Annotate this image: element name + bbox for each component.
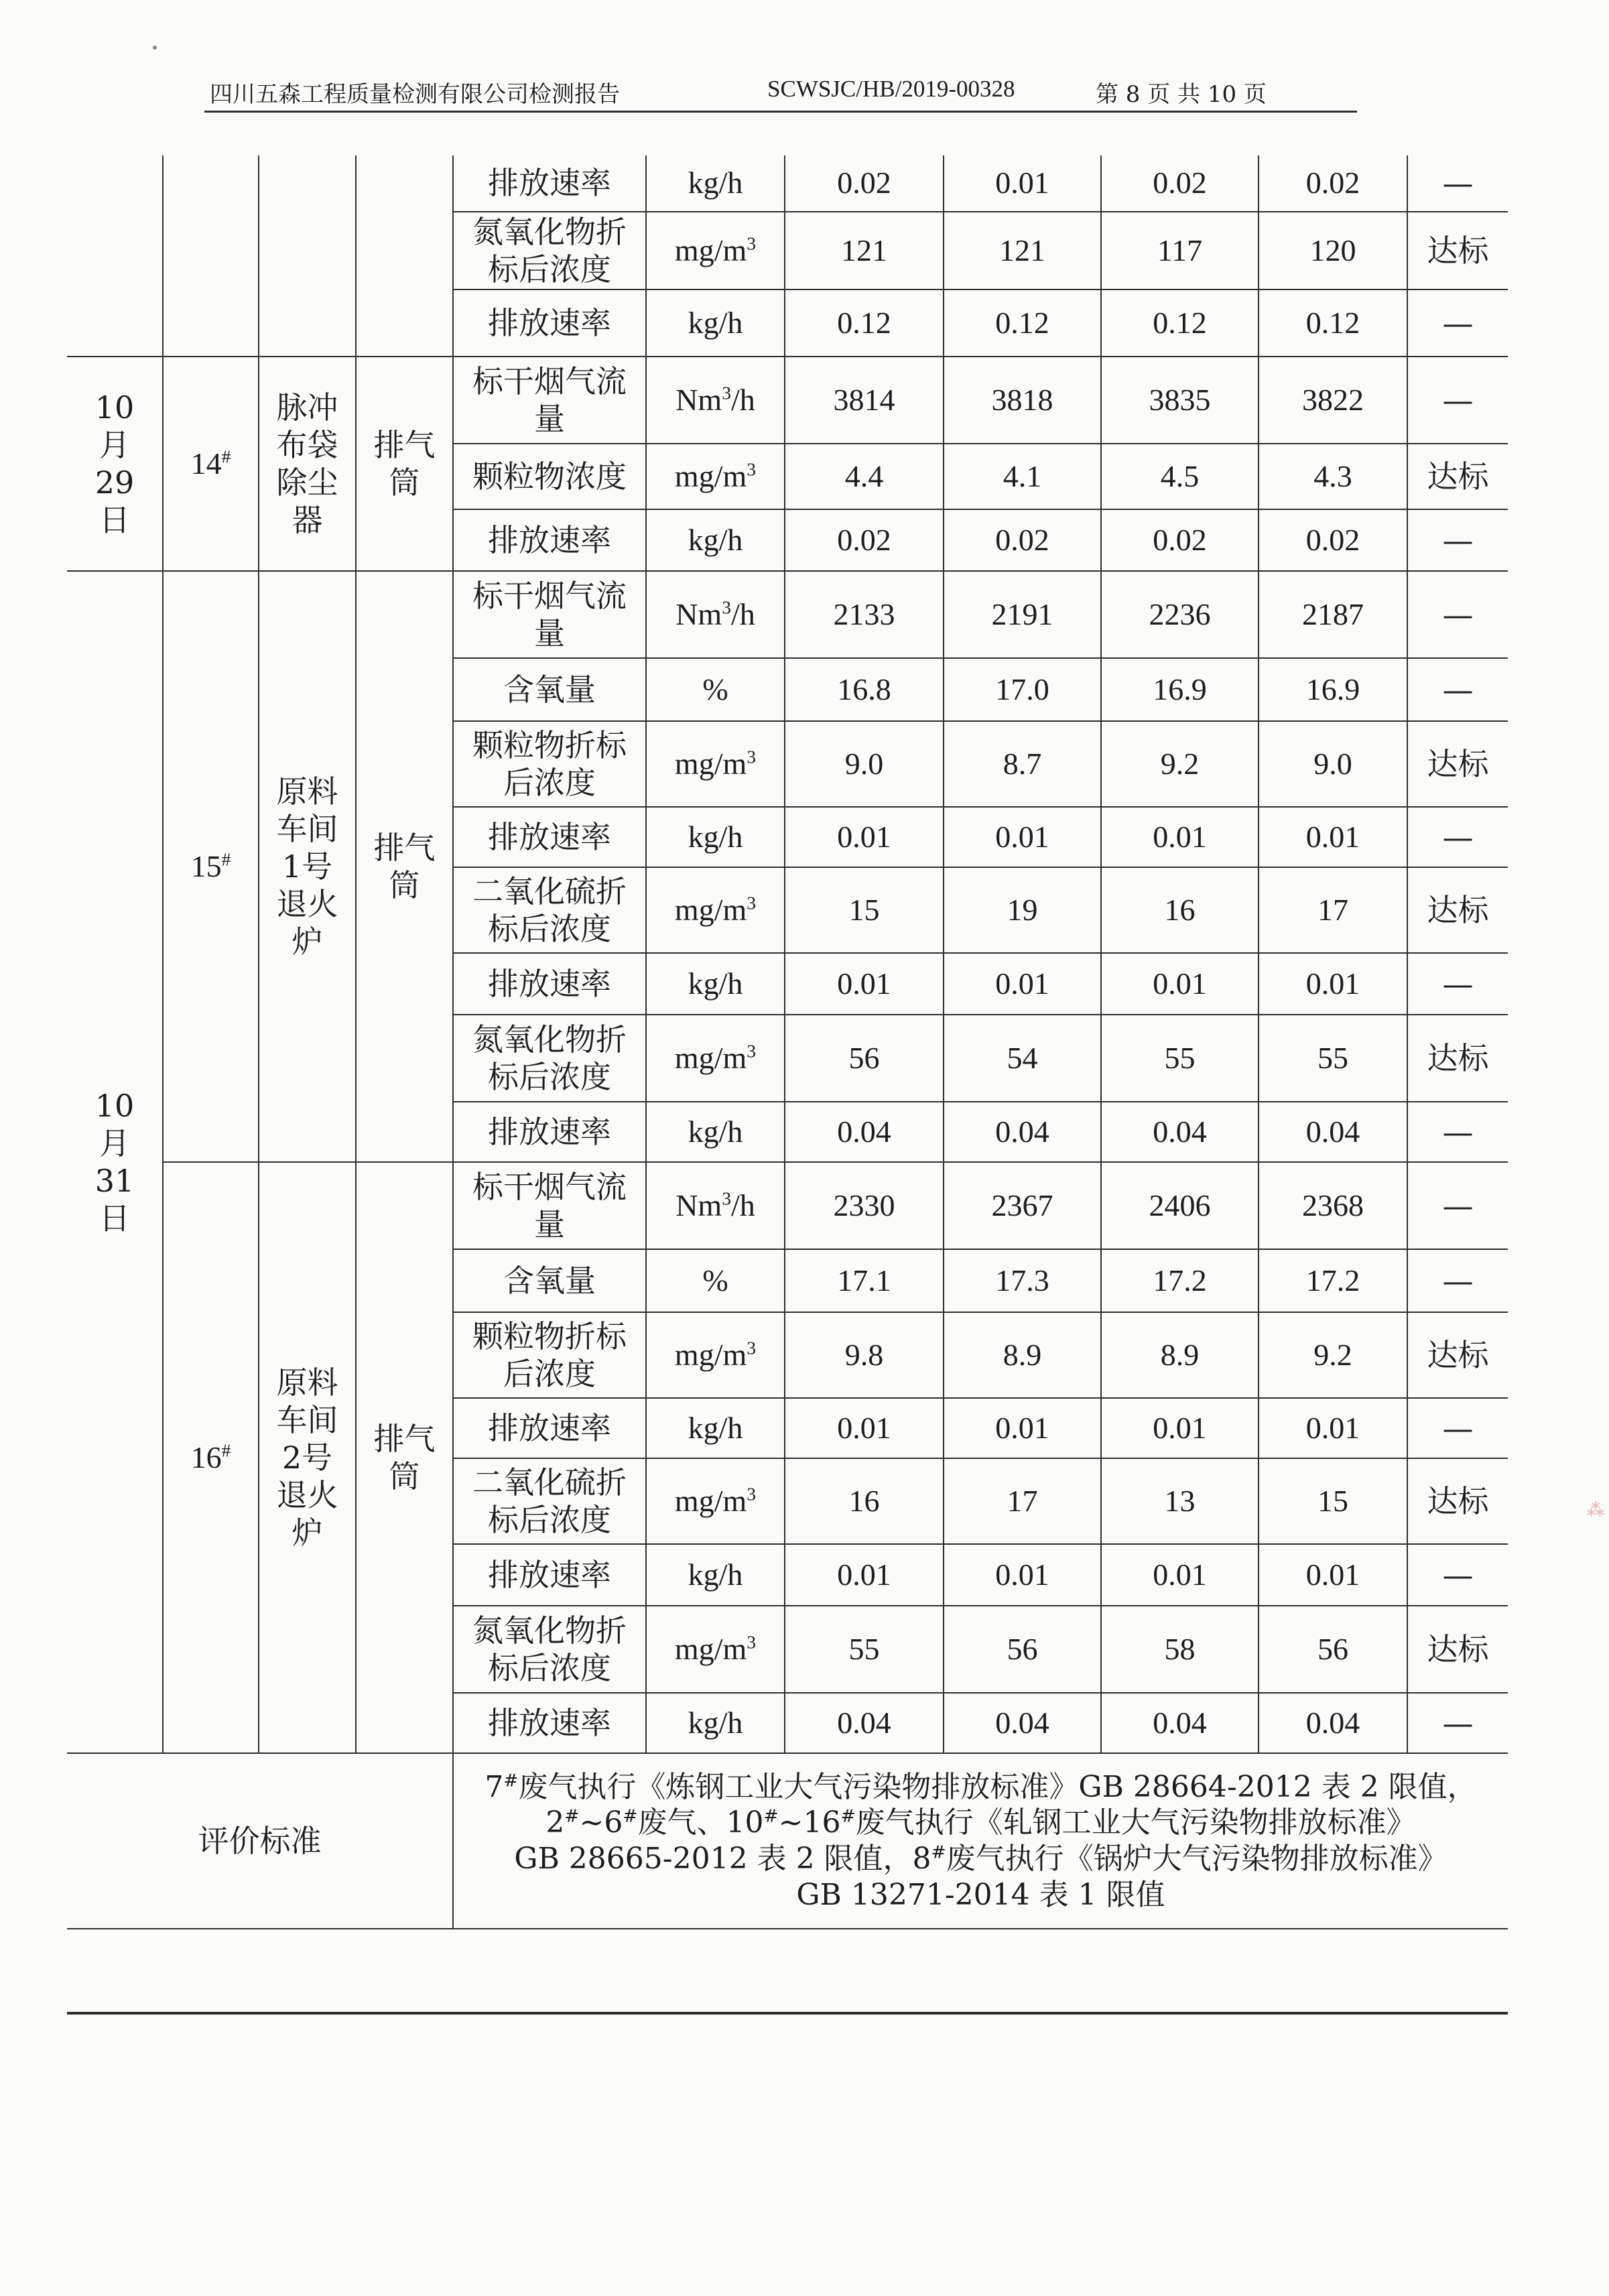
value-cell: 16.8 <box>785 658 944 721</box>
value-cell: 0.01 <box>1259 1544 1407 1606</box>
value-cell: 0.01 <box>944 807 1101 867</box>
result-cell: — <box>1407 357 1508 444</box>
outlet-cell <box>356 155 453 357</box>
table-row <box>67 155 1508 212</box>
unit-cell: kg/h <box>646 1544 785 1606</box>
item-cell: 含氧量 <box>453 658 646 721</box>
result-cell: — <box>1407 1398 1508 1458</box>
value-cell: 8.9 <box>944 1312 1101 1398</box>
value-cell: 0.01 <box>1259 1398 1407 1458</box>
value-cell: 0.02 <box>944 509 1101 571</box>
criteria-row <box>67 1753 1508 1929</box>
value-cell: 0.01 <box>1101 953 1259 1015</box>
result-cell: — <box>1407 658 1508 721</box>
unit-cell: Nm$^3$/h <box>646 357 785 444</box>
unit-cell: $mg/m^3$ <box>646 721 785 807</box>
result-cell: 达标 <box>1407 721 1508 807</box>
value-cell: 9.0 <box>1259 721 1407 807</box>
value-cell: 0.01 <box>1259 807 1407 867</box>
facility-cell: 原料 车间 2号 退火 炉 <box>259 1162 356 1753</box>
value-cell: 17.3 <box>944 1249 1101 1312</box>
result-cell: 达标 <box>1407 867 1508 953</box>
value-cell: 0.04 <box>1259 1102 1407 1162</box>
value-cell: 0.12 <box>785 290 944 357</box>
result-cell: — <box>1407 290 1508 357</box>
unit-cell: kg/h <box>646 807 785 867</box>
source-number-cell: 14# <box>163 357 259 571</box>
value-cell: 55 <box>785 1606 944 1693</box>
item-cell: 排放速率 <box>453 1693 646 1753</box>
value-cell: 56 <box>944 1606 1101 1693</box>
unit-cell: $mg/m^3$ <box>646 444 785 509</box>
value-cell: 15 <box>785 867 944 953</box>
value-cell: 0.04 <box>1101 1693 1259 1753</box>
criteria-line: 7#废气执行《炼钢工业大气污染物排放标准》GB 28664-2012 表 2 限值， <box>485 1769 1477 1804</box>
result-cell: — <box>1407 953 1508 1015</box>
unit-cell: % <box>646 1249 785 1312</box>
item-cell: 排放速率 <box>453 953 646 1015</box>
value-cell: 2236 <box>1101 571 1259 658</box>
item-cell: 颗粒物折标 后浓度 <box>453 1312 646 1398</box>
value-cell: 2368 <box>1259 1162 1407 1249</box>
value-cell: 16.9 <box>1259 658 1407 721</box>
unit-cell: $mg/m^3$ <box>646 1458 785 1544</box>
value-cell: 3818 <box>944 357 1101 444</box>
value-cell: 4.3 <box>1259 444 1407 509</box>
item-cell: 排放速率 <box>453 1544 646 1606</box>
result-cell: — <box>1407 807 1508 867</box>
outlet-cell: 排气 筒 <box>356 1162 453 1753</box>
value-cell: 16.9 <box>1101 658 1259 721</box>
unit-cell: kg/h <box>646 155 785 212</box>
value-cell: 19 <box>944 867 1101 953</box>
unit-cell: kg/h <box>646 953 785 1015</box>
value-cell: 17.1 <box>785 1249 944 1312</box>
value-cell: 0.04 <box>944 1693 1101 1753</box>
value-cell: 55 <box>1101 1015 1259 1102</box>
criteria-text <box>453 1753 1508 1929</box>
result-cell: 达标 <box>1407 1458 1508 1544</box>
source-number-cell: 16# <box>163 1162 259 1753</box>
outlet-cell: 排气 筒 <box>356 571 453 1162</box>
facility-cell <box>259 155 356 357</box>
value-cell: 54 <box>944 1015 1101 1102</box>
result-cell: — <box>1407 1249 1508 1312</box>
value-cell: 2330 <box>785 1162 944 1249</box>
value-cell: 4.1 <box>944 444 1101 509</box>
value-cell: 0.01 <box>785 953 944 1015</box>
item-cell: 排放速率 <box>453 807 646 867</box>
item-cell: 氮氧化物折 标后浓度 <box>453 1015 646 1102</box>
value-cell: 0.01 <box>1101 1544 1259 1606</box>
item-cell: 二氧化硫折 标后浓度 <box>453 1458 646 1544</box>
value-cell: 9.8 <box>785 1312 944 1398</box>
unit-cell: kg/h <box>646 1102 785 1162</box>
value-cell: 121 <box>944 212 1101 290</box>
value-cell: 0.02 <box>1101 155 1259 212</box>
unit-cell: Nm$^3$/h <box>646 571 785 658</box>
item-cell: 含氧量 <box>453 1249 646 1312</box>
page-header <box>204 70 1357 113</box>
result-cell: 达标 <box>1407 1606 1508 1693</box>
date-cell: 10 月 31 日 <box>67 571 163 1753</box>
result-cell: — <box>1407 509 1508 571</box>
value-cell: 0.01 <box>944 1544 1101 1606</box>
value-cell: 56 <box>1259 1606 1407 1693</box>
facility-cell: 原料 车间 1号 退火 炉 <box>259 571 356 1162</box>
value-cell: 0.04 <box>785 1102 944 1162</box>
item-cell: 排放速率 <box>453 509 646 571</box>
value-cell: 56 <box>785 1015 944 1102</box>
value-cell: 2367 <box>944 1162 1101 1249</box>
criteria-line: GB 13271-2014 表 1 限值 <box>796 1877 1165 1912</box>
value-cell: 2406 <box>1101 1162 1259 1249</box>
value-cell: 15 <box>1259 1458 1407 1544</box>
value-cell: 3814 <box>785 357 944 444</box>
criteria-line: GB 28665-2012 表 2 限值，8#废气执行《锅炉大气污染物排放标准》 <box>514 1842 1447 1876</box>
value-cell: 17.2 <box>1101 1249 1259 1312</box>
value-cell: 120 <box>1259 212 1407 290</box>
result-cell: 达标 <box>1407 1015 1508 1102</box>
item-cell: 氮氧化物折 标后浓度 <box>453 212 646 290</box>
value-cell: 17 <box>944 1458 1101 1544</box>
table-row <box>67 357 1508 444</box>
unit-cell: $mg/m^3$ <box>646 1606 785 1693</box>
source-number-cell <box>163 155 259 357</box>
value-cell: 16 <box>785 1458 944 1544</box>
value-cell: 117 <box>1101 212 1259 290</box>
result-cell: — <box>1407 1693 1508 1753</box>
item-cell: 排放速率 <box>453 1398 646 1458</box>
value-cell: 0.04 <box>944 1102 1101 1162</box>
value-cell: 9.2 <box>1101 721 1259 807</box>
value-cell: 9.0 <box>785 721 944 807</box>
scan-speck <box>153 46 157 50</box>
unit-cell: kg/h <box>646 290 785 357</box>
unit-cell: kg/h <box>646 1693 785 1753</box>
table-bottom-rule <box>67 2012 1508 2015</box>
value-cell: 58 <box>1101 1606 1259 1693</box>
value-cell: 0.12 <box>1101 290 1259 357</box>
source-number-cell: 15# <box>163 571 259 1162</box>
emission-results-table <box>67 155 1508 1929</box>
value-cell: 0.04 <box>1101 1102 1259 1162</box>
facility-cell: 脉冲 布袋 除尘 器 <box>259 357 356 571</box>
value-cell: 0.01 <box>944 155 1101 212</box>
value-cell: 0.02 <box>1101 509 1259 571</box>
result-cell: — <box>1407 1162 1508 1249</box>
item-cell: 颗粒物折标 后浓度 <box>453 721 646 807</box>
value-cell: 16 <box>1101 867 1259 953</box>
value-cell: 3822 <box>1259 357 1407 444</box>
item-cell: 标干烟气流 量 <box>453 1162 646 1249</box>
value-cell: 9.2 <box>1259 1312 1407 1398</box>
value-cell: 2133 <box>785 571 944 658</box>
value-cell: 8.9 <box>1101 1312 1259 1398</box>
item-cell: 标干烟气流 量 <box>453 571 646 658</box>
result-cell: — <box>1407 1544 1508 1606</box>
value-cell: 0.01 <box>1101 1398 1259 1458</box>
criteria-line: 2#~6#废气、10#~16#废气执行《轧钢工业大气污染物排放标准》 <box>545 1805 1416 1840</box>
value-cell: 17.0 <box>944 658 1101 721</box>
result-cell: 达标 <box>1407 212 1508 290</box>
table-row <box>67 1162 1508 1249</box>
value-cell: 0.02 <box>1259 155 1407 212</box>
result-cell: 达标 <box>1407 1312 1508 1398</box>
table-row <box>67 571 1508 658</box>
unit-cell: $mg/m^3$ <box>646 1015 785 1102</box>
value-cell: 0.04 <box>785 1693 944 1753</box>
result-cell: 达标 <box>1407 444 1508 509</box>
date-cell <box>67 155 163 357</box>
value-cell: 0.12 <box>1259 290 1407 357</box>
value-cell: 0.04 <box>1259 1693 1407 1753</box>
unit-cell: $mg/m^3$ <box>646 212 785 290</box>
result-cell: — <box>1407 1102 1508 1162</box>
value-cell: 4.5 <box>1101 444 1259 509</box>
date-cell: 10 月 29 日 <box>67 357 163 571</box>
value-cell: 0.02 <box>1259 509 1407 571</box>
unit-cell: $mg/m^3$ <box>646 1312 785 1398</box>
item-cell: 标干烟气流 量 <box>453 357 646 444</box>
unit-cell: Nm$^3$/h <box>646 1162 785 1249</box>
item-cell: 排放速率 <box>453 155 646 212</box>
outlet-cell: 排气 筒 <box>356 357 453 571</box>
value-cell: 121 <box>785 212 944 290</box>
value-cell: 17 <box>1259 867 1407 953</box>
unit-cell: kg/h <box>646 509 785 571</box>
value-cell: 4.4 <box>785 444 944 509</box>
value-cell: 0.01 <box>944 1398 1101 1458</box>
value-cell: 0.01 <box>1101 807 1259 867</box>
item-cell: 二氧化硫折 标后浓度 <box>453 867 646 953</box>
value-cell: 0.02 <box>785 509 944 571</box>
value-cell: 0.01 <box>785 1544 944 1606</box>
value-cell: 0.12 <box>944 290 1101 357</box>
result-cell: — <box>1407 155 1508 212</box>
value-cell: 0.01 <box>944 953 1101 1015</box>
value-cell: 0.02 <box>785 155 944 212</box>
value-cell: 0.01 <box>1259 953 1407 1015</box>
header-company: 四川五森工程质量检测有限公司检测报告 <box>210 81 620 108</box>
value-cell: 2187 <box>1259 571 1407 658</box>
red-seal-fragment: ⁂ <box>1587 1501 1604 1521</box>
value-cell: 3835 <box>1101 357 1259 444</box>
value-cell: 0.01 <box>785 1398 944 1458</box>
item-cell: 氮氧化物折 标后浓度 <box>453 1606 646 1693</box>
item-cell: 排放速率 <box>453 1102 646 1162</box>
unit-cell: kg/h <box>646 1398 785 1458</box>
value-cell: 2191 <box>944 571 1101 658</box>
result-cell: — <box>1407 571 1508 658</box>
criteria-label: 评价标准 <box>67 1753 453 1929</box>
item-cell: 颗粒物浓度 <box>453 444 646 509</box>
value-cell: 13 <box>1101 1458 1259 1544</box>
header-page-number: 第 8 页 共 10 页 <box>1096 81 1267 108</box>
value-cell: 17.2 <box>1259 1249 1407 1312</box>
item-cell: 排放速率 <box>453 290 646 357</box>
value-cell: 0.01 <box>785 807 944 867</box>
unit-cell: $mg/m^3$ <box>646 867 785 953</box>
value-cell: 8.7 <box>944 721 1101 807</box>
unit-cell: % <box>646 658 785 721</box>
header-report-number: SCWSJC/HB/2019-00328 <box>767 76 1015 102</box>
value-cell: 55 <box>1259 1015 1407 1102</box>
